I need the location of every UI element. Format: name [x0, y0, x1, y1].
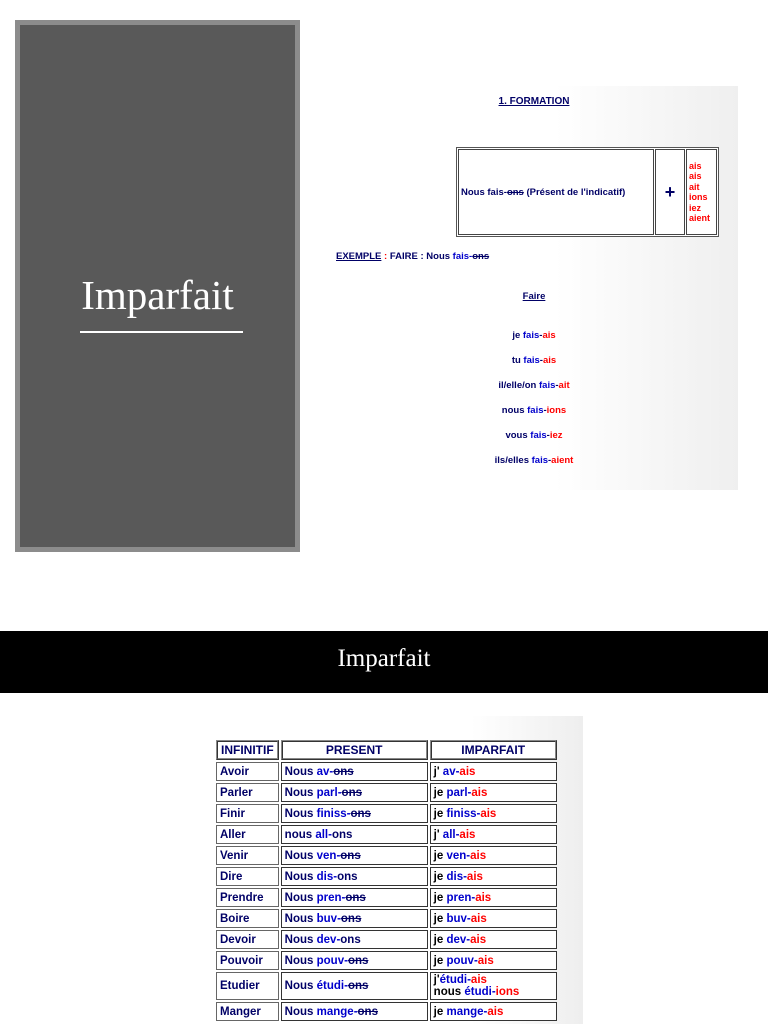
cell-fragment: j' [433, 828, 443, 841]
conj-ending: ais [542, 355, 557, 366]
conjugation-line [330, 380, 738, 391]
imparfait-cell [430, 762, 557, 781]
example-stem: fais- [452, 251, 473, 262]
plus-sign: + [655, 149, 685, 235]
present-cell [281, 825, 428, 844]
present-cell [281, 930, 428, 949]
conj-stem: fais [523, 355, 540, 366]
conj-separator: - [539, 355, 543, 366]
cell-fragment: ons [347, 954, 369, 967]
table-row [216, 972, 557, 1000]
cell-fragment: je [433, 807, 447, 820]
title-card-inner [20, 25, 295, 547]
table-row [216, 783, 557, 802]
ending: iez [689, 202, 702, 213]
present-cell [281, 762, 428, 781]
infinitif-cell: Devoir [216, 930, 279, 949]
cell-fragment: finiss- [446, 807, 481, 820]
imparfait-cell [430, 888, 557, 907]
ending: aient [689, 213, 711, 223]
cell-fragment: ons [331, 828, 353, 841]
imparfait-cell [430, 783, 557, 802]
cell-fragment: ais [459, 828, 476, 841]
cell-fragment: ons [340, 912, 362, 925]
cell-fragment: Nous [284, 891, 317, 904]
ending: ais [689, 160, 702, 171]
stem-note: (Présent de l'indicatif) [523, 186, 626, 198]
table-row [216, 930, 557, 949]
cell-fragment: dis- [446, 870, 467, 883]
cell-fragment: Nous [284, 786, 317, 799]
cell-fragment: Nous [284, 849, 317, 862]
cell-fragment: pren- [446, 891, 476, 904]
cell-fragment: Nous [284, 912, 317, 925]
cell-fragment: ais [477, 954, 494, 967]
example-line [336, 251, 489, 262]
cell-fragment: ais [487, 1005, 504, 1018]
cell-fragment: mange- [316, 1005, 358, 1018]
table-row [216, 909, 557, 928]
cell-fragment: je [433, 891, 447, 904]
conjugation-line [330, 455, 738, 466]
cell-fragment: je [433, 786, 447, 799]
present-cell [281, 972, 428, 1000]
cell-fragment: buv- [446, 912, 471, 925]
cell-fragment: Nous [284, 1005, 317, 1018]
table-row [216, 951, 557, 970]
cell-fragment: ais [466, 870, 483, 883]
conj-stem: fais [539, 380, 556, 391]
imparfait-cell [430, 804, 557, 823]
cell-fragment: Nous [284, 954, 317, 967]
conj-pronoun: il/elle/on [498, 380, 539, 391]
cell-fragment: Nous [284, 870, 317, 883]
infinitif-cell: Boire [216, 909, 279, 928]
conjugation-line [330, 405, 738, 416]
cell-fragment: étudi- [464, 986, 496, 998]
cell-fragment: j' [433, 974, 440, 986]
faire-heading: Faire [522, 291, 546, 302]
formation-panel [330, 86, 738, 490]
present-cell [281, 846, 428, 865]
conj-stem: fais [522, 330, 540, 341]
cell-fragment: je [433, 933, 447, 946]
imparfait-cell [430, 825, 557, 844]
present-cell [281, 951, 428, 970]
cell-fragment: ons [347, 980, 369, 992]
cell-fragment: av- [442, 765, 460, 778]
table-row [216, 867, 557, 886]
table-row [216, 804, 557, 823]
imparfait-cell [430, 930, 557, 949]
cell-fragment: nous [433, 986, 465, 998]
infinitif-cell: Parler [216, 783, 279, 802]
cell-fragment: je [433, 1005, 447, 1018]
infinitif-cell: Pouvoir [216, 951, 279, 970]
cell-fragment: je [433, 849, 447, 862]
conj-separator: - [546, 430, 550, 441]
formation-heading: 1. FORMATION [498, 96, 570, 107]
cell-fragment: pren- [316, 891, 346, 904]
cell-fragment: pouv- [316, 954, 348, 967]
conj-ending: aient [551, 455, 574, 466]
conj-pronoun: ils/elles [494, 455, 532, 466]
banner-title: Imparfait [337, 645, 431, 672]
title-card [15, 20, 300, 552]
conj-separator: - [543, 405, 547, 416]
column-header: IMPARFAIT [430, 740, 557, 760]
cell-fragment: ais [471, 786, 488, 799]
conjugation-line [330, 330, 738, 341]
cell-fragment: parl- [446, 786, 472, 799]
imparfait-cell [430, 1002, 557, 1021]
infinitif-cell: Finir [216, 804, 279, 823]
stem-text: Nous fais- [461, 186, 507, 198]
cell-fragment: Nous [284, 807, 317, 820]
table-row [216, 846, 557, 865]
table-header-row [216, 740, 557, 760]
example-label: EXEMPLE [336, 251, 382, 262]
infinitif-cell: Dire [216, 867, 279, 886]
infinitif-cell: Prendre [216, 888, 279, 907]
cell-fragment: av- [316, 765, 334, 778]
present-cell [281, 1002, 428, 1021]
imparfait-cell [430, 951, 557, 970]
conj-ending: ait [558, 380, 570, 391]
card-underline [80, 331, 243, 333]
present-cell [281, 909, 428, 928]
conj-separator: - [539, 330, 543, 341]
conj-stem: fais [530, 430, 547, 441]
cell-fragment: ions [495, 986, 520, 998]
present-cell [281, 804, 428, 823]
conj-separator: - [555, 380, 559, 391]
present-cell [281, 888, 428, 907]
formation-stem-cell [458, 149, 654, 235]
cell-fragment: ais [470, 912, 487, 925]
infinitif-cell: Avoir [216, 762, 279, 781]
cell-fragment: ais [475, 891, 492, 904]
cell-fragment: ais [470, 849, 487, 862]
conj-stem: fais [531, 455, 548, 466]
cell-fragment: dis- [316, 870, 338, 883]
card-title: Imparfait [81, 272, 234, 318]
cell-fragment: dev- [316, 933, 341, 946]
example-struck-ending: ons [472, 251, 490, 262]
infinitif-cell: Etudier [216, 972, 279, 1000]
present-cell [281, 867, 428, 886]
cell-fragment: buv- [316, 912, 341, 925]
table-row [216, 825, 557, 844]
title-banner [0, 631, 768, 693]
imparfait-cell [430, 909, 557, 928]
cell-fragment: ons [350, 807, 371, 820]
cell-fragment: ais [470, 933, 487, 946]
cell-fragment: ais [470, 974, 487, 986]
verb-table-panel [210, 716, 583, 1024]
cell-fragment: je [433, 912, 447, 925]
conj-pronoun: tu [511, 355, 524, 366]
cell-fragment: ons [341, 786, 362, 799]
cell-fragment: Nous [284, 765, 317, 778]
table-row [216, 1002, 557, 1021]
stem-struck-ending: ons [506, 186, 524, 198]
cell-fragment: ons [337, 870, 358, 883]
ending: ais [689, 171, 702, 181]
cell-fragment: all- [315, 828, 332, 841]
infinitif-cell: Venir [216, 846, 279, 865]
cell-fragment: ons [345, 891, 366, 904]
conj-pronoun: nous [501, 405, 528, 416]
formation-table [456, 147, 719, 237]
ending: ait [689, 181, 700, 192]
example-colon: : [381, 251, 390, 262]
endings-cell [686, 149, 717, 235]
table-row [216, 888, 557, 907]
cell-fragment: ons [357, 1005, 378, 1018]
conj-ending: ais [542, 330, 556, 341]
cell-fragment: pouv- [446, 954, 478, 967]
column-header: INFINITIF [216, 740, 279, 760]
conj-separator: - [548, 455, 552, 466]
imparfait-cell [430, 972, 557, 1000]
cell-fragment: j' [433, 765, 443, 778]
cell-fragment: nous [284, 828, 316, 841]
cell-fragment: ons [340, 933, 361, 946]
cell-fragment: Nous [284, 980, 317, 992]
conj-stem: fais [527, 405, 544, 416]
conj-pronoun: vous [505, 430, 531, 441]
imparfait-cell [430, 846, 557, 865]
verb-table [214, 738, 559, 1023]
cell-fragment: étudi- [316, 980, 348, 992]
ending: ions [689, 192, 708, 202]
conj-ending: iez [549, 430, 563, 441]
cell-fragment: je [433, 954, 447, 967]
cell-fragment: ais [459, 765, 476, 778]
cell-fragment: parl- [316, 786, 342, 799]
cell-fragment: finiss- [316, 807, 351, 820]
cell-fragment: mange- [446, 1005, 488, 1018]
cell-fragment: ais [480, 807, 497, 820]
cell-fragment: Nous [284, 933, 317, 946]
cell-fragment: je [433, 870, 447, 883]
infinitif-cell: Manger [216, 1002, 279, 1021]
conjugation-line [330, 430, 738, 441]
conj-ending: ions [546, 405, 567, 416]
cell-fragment: ons [333, 765, 354, 778]
cell-fragment: ven- [316, 849, 341, 862]
infinitif-cell: Aller [216, 825, 279, 844]
cell-fragment: étudi- [439, 974, 471, 986]
imparfait-cell [430, 867, 557, 886]
cell-fragment: ven- [446, 849, 471, 862]
conj-pronoun: je [512, 330, 523, 341]
conjugation-line [330, 355, 738, 366]
present-cell [281, 783, 428, 802]
cell-fragment: all- [442, 828, 460, 841]
table-row [216, 762, 557, 781]
cell-fragment: ons [340, 849, 361, 862]
column-header: PRESENT [281, 740, 428, 760]
cell-fragment: dev- [446, 933, 471, 946]
example-verb: FAIRE : Nous [389, 251, 453, 262]
